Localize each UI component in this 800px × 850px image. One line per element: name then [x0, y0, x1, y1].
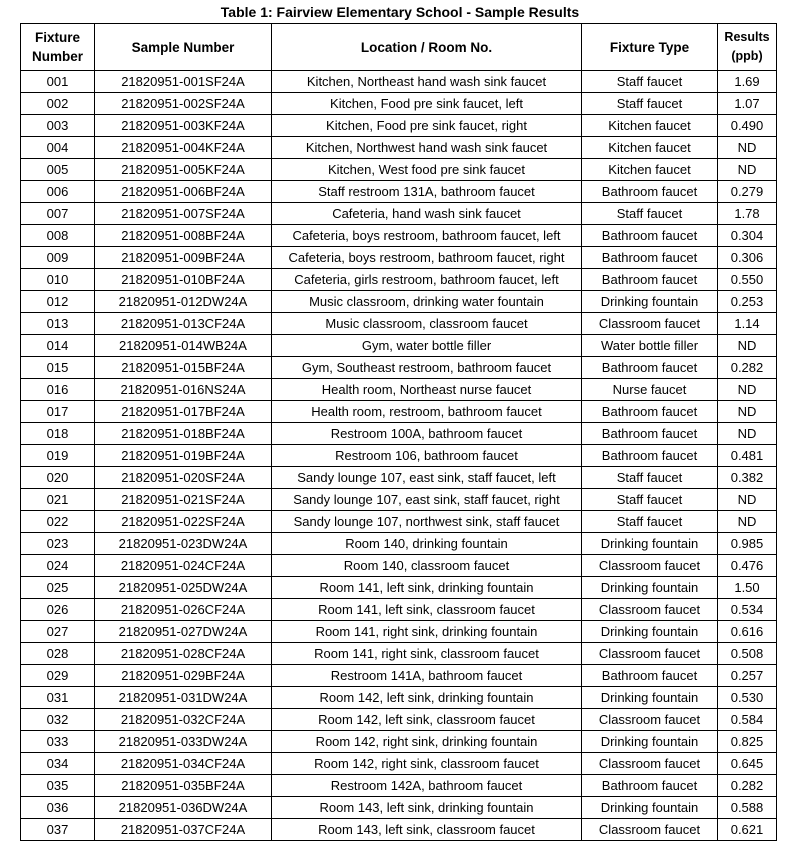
sample-number-cell: 21820951-010BF24A: [95, 269, 272, 291]
location-cell: Room 143, left sink, drinking fountain: [272, 797, 582, 819]
result-cell: 0.481: [718, 445, 777, 467]
table-row: [21, 291, 777, 313]
table-row: [21, 511, 777, 533]
fixture-type-cell: Kitchen faucet: [582, 115, 718, 137]
table-body: [21, 71, 777, 841]
sample-number-cell: 21820951-016NS24A: [95, 379, 272, 401]
fixture-number-cell: 021: [21, 489, 95, 511]
fixture-number-cell: 006: [21, 181, 95, 203]
fixture-type-cell: Bathroom faucet: [582, 269, 718, 291]
result-cell: 1.07: [718, 93, 777, 115]
table-row: [21, 687, 777, 709]
result-cell: 0.621: [718, 819, 777, 841]
table-row: [21, 775, 777, 797]
fixture-type-cell: Staff faucet: [582, 71, 718, 93]
fixture-number-cell: 016: [21, 379, 95, 401]
fixture-type-cell: Bathroom faucet: [582, 401, 718, 423]
table-row: [21, 203, 777, 225]
result-cell: 0.508: [718, 643, 777, 665]
fixture-type-cell: Bathroom faucet: [582, 225, 718, 247]
location-cell: Kitchen, Northeast hand wash sink faucet: [272, 71, 582, 93]
sample-number-cell: 21820951-033DW24A: [95, 731, 272, 753]
sample-number-cell: 21820951-023DW24A: [95, 533, 272, 555]
result-cell: 0.530: [718, 687, 777, 709]
sample-number-cell: 21820951-012DW24A: [95, 291, 272, 313]
fixture-type-cell: Staff faucet: [582, 511, 718, 533]
sample-number-cell: 21820951-019BF24A: [95, 445, 272, 467]
location-cell: Gym, water bottle filler: [272, 335, 582, 357]
result-cell: 0.282: [718, 357, 777, 379]
header-fixture-type: Fixture Type: [582, 24, 718, 71]
fixture-number-cell: 017: [21, 401, 95, 423]
table-row: [21, 401, 777, 423]
location-cell: Cafeteria, boys restroom, bathroom faucet, left: [272, 225, 582, 247]
fixture-type-cell: Bathroom faucet: [582, 357, 718, 379]
sample-results-table: [20, 23, 777, 841]
sample-number-cell: 21820951-032CF24A: [95, 709, 272, 731]
location-cell: Music classroom, classroom faucet: [272, 313, 582, 335]
sample-number-cell: 21820951-035BF24A: [95, 775, 272, 797]
table-row: [21, 665, 777, 687]
sample-number-cell: 21820951-025DW24A: [95, 577, 272, 599]
fixture-number-cell: 025: [21, 577, 95, 599]
location-cell: Room 142, right sink, classroom faucet: [272, 753, 582, 775]
fixture-number-cell: 010: [21, 269, 95, 291]
fixture-type-cell: Staff faucet: [582, 489, 718, 511]
fixture-number-cell: 036: [21, 797, 95, 819]
fixture-type-cell: Bathroom faucet: [582, 181, 718, 203]
location-cell: Restroom 106, bathroom faucet: [272, 445, 582, 467]
result-cell: 0.550: [718, 269, 777, 291]
result-cell: 1.14: [718, 313, 777, 335]
table-title: Table 1: Fairview Elementary School - Sample Results: [220, 4, 580, 20]
fixture-number-cell: 008: [21, 225, 95, 247]
table-row: [21, 379, 777, 401]
result-cell: ND: [718, 511, 777, 533]
table-row: [21, 819, 777, 841]
location-cell: Health room, Northeast nurse faucet: [272, 379, 582, 401]
location-cell: Music classroom, drinking water fountain: [272, 291, 582, 313]
result-cell: ND: [718, 137, 777, 159]
location-cell: Sandy lounge 107, east sink, staff faucet, right: [272, 489, 582, 511]
table-row: [21, 445, 777, 467]
sample-number-cell: 21820951-026CF24A: [95, 599, 272, 621]
result-cell: 0.534: [718, 599, 777, 621]
sample-number-cell: 21820951-037CF24A: [95, 819, 272, 841]
fixture-number-cell: 029: [21, 665, 95, 687]
location-cell: Cafeteria, boys restroom, bathroom faucet, right: [272, 247, 582, 269]
location-cell: Cafeteria, girls restroom, bathroom faucet, left: [272, 269, 582, 291]
location-cell: Room 143, left sink, classroom faucet: [272, 819, 582, 841]
sample-number-cell: 21820951-004KF24A: [95, 137, 272, 159]
fixture-number-cell: 022: [21, 511, 95, 533]
fixture-number-cell: 001: [21, 71, 95, 93]
result-cell: 0.306: [718, 247, 777, 269]
result-cell: ND: [718, 401, 777, 423]
result-cell: 1.50: [718, 577, 777, 599]
fixture-type-cell: Classroom faucet: [582, 313, 718, 335]
table-row: [21, 797, 777, 819]
fixture-type-cell: Bathroom faucet: [582, 247, 718, 269]
sample-number-cell: 21820951-013CF24A: [95, 313, 272, 335]
fixture-type-cell: Classroom faucet: [582, 555, 718, 577]
table-row: [21, 489, 777, 511]
header-sample-number: Sample Number: [95, 24, 272, 71]
fixture-type-cell: Kitchen faucet: [582, 159, 718, 181]
sample-number-cell: 21820951-029BF24A: [95, 665, 272, 687]
sample-number-cell: 21820951-009BF24A: [95, 247, 272, 269]
table-row: [21, 643, 777, 665]
table-row: [21, 599, 777, 621]
fixture-number-cell: 014: [21, 335, 95, 357]
location-cell: Restroom 142A, bathroom faucet: [272, 775, 582, 797]
fixture-type-cell: Kitchen faucet: [582, 137, 718, 159]
result-cell: 1.69: [718, 71, 777, 93]
header-location: Location / Room No.: [272, 24, 582, 71]
table-row: [21, 709, 777, 731]
fixture-number-cell: 027: [21, 621, 95, 643]
fixture-number-cell: 015: [21, 357, 95, 379]
result-cell: 0.279: [718, 181, 777, 203]
table-row: [21, 577, 777, 599]
sample-number-cell: 21820951-024CF24A: [95, 555, 272, 577]
location-cell: Room 141, right sink, drinking fountain: [272, 621, 582, 643]
fixture-type-cell: Staff faucet: [582, 93, 718, 115]
location-cell: Room 141, right sink, classroom faucet: [272, 643, 582, 665]
sample-number-cell: 21820951-007SF24A: [95, 203, 272, 225]
fixture-number-cell: 023: [21, 533, 95, 555]
result-cell: 0.490: [718, 115, 777, 137]
sample-number-cell: 21820951-015BF24A: [95, 357, 272, 379]
sample-number-cell: 21820951-021SF24A: [95, 489, 272, 511]
location-cell: Kitchen, Food pre sink faucet, right: [272, 115, 582, 137]
table-row: [21, 731, 777, 753]
sample-number-cell: 21820951-001SF24A: [95, 71, 272, 93]
result-cell: ND: [718, 423, 777, 445]
fixture-type-cell: Drinking fountain: [582, 621, 718, 643]
fixture-number-cell: 035: [21, 775, 95, 797]
table-row: [21, 533, 777, 555]
result-cell: 0.645: [718, 753, 777, 775]
fixture-type-cell: Bathroom faucet: [582, 423, 718, 445]
location-cell: Kitchen, Food pre sink faucet, left: [272, 93, 582, 115]
fixture-number-cell: 018: [21, 423, 95, 445]
fixture-type-cell: Water bottle filler: [582, 335, 718, 357]
fixture-type-cell: Staff faucet: [582, 467, 718, 489]
table-row: [21, 753, 777, 775]
fixture-type-cell: Staff faucet: [582, 203, 718, 225]
fixture-number-cell: 034: [21, 753, 95, 775]
fixture-number-cell: 007: [21, 203, 95, 225]
sample-number-cell: 21820951-027DW24A: [95, 621, 272, 643]
location-cell: Cafeteria, hand wash sink faucet: [272, 203, 582, 225]
table-row: [21, 137, 777, 159]
table-row: [21, 621, 777, 643]
sample-number-cell: 21820951-014WB24A: [95, 335, 272, 357]
fixture-number-cell: 012: [21, 291, 95, 313]
table-row: [21, 247, 777, 269]
fixture-number-cell: 003: [21, 115, 95, 137]
fixture-type-cell: Bathroom faucet: [582, 445, 718, 467]
location-cell: Room 141, left sink, classroom faucet: [272, 599, 582, 621]
location-cell: Restroom 100A, bathroom faucet: [272, 423, 582, 445]
result-cell: ND: [718, 489, 777, 511]
fixture-number-cell: 019: [21, 445, 95, 467]
location-cell: Room 142, left sink, drinking fountain: [272, 687, 582, 709]
fixture-number-cell: 037: [21, 819, 95, 841]
fixture-type-cell: Drinking fountain: [582, 731, 718, 753]
result-cell: 0.382: [718, 467, 777, 489]
fixture-number-cell: 028: [21, 643, 95, 665]
sample-number-cell: 21820951-008BF24A: [95, 225, 272, 247]
fixture-number-cell: 009: [21, 247, 95, 269]
sample-number-cell: 21820951-020SF24A: [95, 467, 272, 489]
sample-number-cell: 21820951-017BF24A: [95, 401, 272, 423]
result-cell: 0.588: [718, 797, 777, 819]
sample-number-cell: 21820951-031DW24A: [95, 687, 272, 709]
table-row: [21, 467, 777, 489]
result-cell: 0.825: [718, 731, 777, 753]
table-row: [21, 159, 777, 181]
result-cell: 0.282: [718, 775, 777, 797]
fixture-type-cell: Drinking fountain: [582, 577, 718, 599]
header-fixture-number: Fixture Number: [21, 24, 95, 71]
fixture-number-cell: 024: [21, 555, 95, 577]
table-row: [21, 225, 777, 247]
result-cell: ND: [718, 379, 777, 401]
table-row: [21, 357, 777, 379]
table-row: [21, 555, 777, 577]
location-cell: Health room, restroom, bathroom faucet: [272, 401, 582, 423]
fixture-number-cell: 020: [21, 467, 95, 489]
result-cell: 0.616: [718, 621, 777, 643]
fixture-type-cell: Nurse faucet: [582, 379, 718, 401]
table-header-row: [21, 24, 777, 71]
fixture-type-cell: Drinking fountain: [582, 291, 718, 313]
fixture-number-cell: 032: [21, 709, 95, 731]
sample-number-cell: 21820951-005KF24A: [95, 159, 272, 181]
header-results: Results (ppb): [718, 24, 777, 71]
sample-number-cell: 21820951-003KF24A: [95, 115, 272, 137]
result-cell: ND: [718, 159, 777, 181]
fixture-type-cell: Classroom faucet: [582, 819, 718, 841]
result-cell: 0.304: [718, 225, 777, 247]
location-cell: Room 140, classroom faucet: [272, 555, 582, 577]
location-cell: Sandy lounge 107, northwest sink, staff faucet: [272, 511, 582, 533]
result-cell: 0.253: [718, 291, 777, 313]
table-row: [21, 71, 777, 93]
table-row: [21, 93, 777, 115]
fixture-number-cell: 004: [21, 137, 95, 159]
sample-number-cell: 21820951-002SF24A: [95, 93, 272, 115]
result-cell: 0.985: [718, 533, 777, 555]
fixture-number-cell: 013: [21, 313, 95, 335]
fixture-type-cell: Classroom faucet: [582, 599, 718, 621]
result-cell: ND: [718, 335, 777, 357]
fixture-number-cell: 031: [21, 687, 95, 709]
table-row: [21, 269, 777, 291]
result-cell: 0.476: [718, 555, 777, 577]
fixture-type-cell: Bathroom faucet: [582, 775, 718, 797]
location-cell: Sandy lounge 107, east sink, staff faucet, left: [272, 467, 582, 489]
location-cell: Room 140, drinking fountain: [272, 533, 582, 555]
location-cell: Gym, Southeast restroom, bathroom faucet: [272, 357, 582, 379]
fixture-number-cell: 005: [21, 159, 95, 181]
result-cell: 1.78: [718, 203, 777, 225]
fixture-number-cell: 002: [21, 93, 95, 115]
table-row: [21, 181, 777, 203]
table-row: [21, 335, 777, 357]
fixture-type-cell: Classroom faucet: [582, 753, 718, 775]
location-cell: Room 141, left sink, drinking fountain: [272, 577, 582, 599]
sample-number-cell: 21820951-034CF24A: [95, 753, 272, 775]
location-cell: Restroom 141A, bathroom faucet: [272, 665, 582, 687]
fixture-type-cell: Classroom faucet: [582, 643, 718, 665]
location-cell: Kitchen, Northwest hand wash sink faucet: [272, 137, 582, 159]
location-cell: Kitchen, West food pre sink faucet: [272, 159, 582, 181]
location-cell: Room 142, right sink, drinking fountain: [272, 731, 582, 753]
fixture-type-cell: Drinking fountain: [582, 797, 718, 819]
fixture-type-cell: Drinking fountain: [582, 533, 718, 555]
sample-number-cell: 21820951-036DW24A: [95, 797, 272, 819]
result-cell: 0.584: [718, 709, 777, 731]
fixture-number-cell: 033: [21, 731, 95, 753]
sample-number-cell: 21820951-028CF24A: [95, 643, 272, 665]
sample-number-cell: 21820951-018BF24A: [95, 423, 272, 445]
table-row: [21, 423, 777, 445]
fixture-type-cell: Bathroom faucet: [582, 665, 718, 687]
fixture-type-cell: Drinking fountain: [582, 687, 718, 709]
result-cell: 0.257: [718, 665, 777, 687]
location-cell: Room 142, left sink, classroom faucet: [272, 709, 582, 731]
fixture-type-cell: Classroom faucet: [582, 709, 718, 731]
fixture-number-cell: 026: [21, 599, 95, 621]
location-cell: Staff restroom 131A, bathroom faucet: [272, 181, 582, 203]
sample-number-cell: 21820951-022SF24A: [95, 511, 272, 533]
table-row: [21, 313, 777, 335]
table-row: [21, 115, 777, 137]
sample-number-cell: 21820951-006BF24A: [95, 181, 272, 203]
